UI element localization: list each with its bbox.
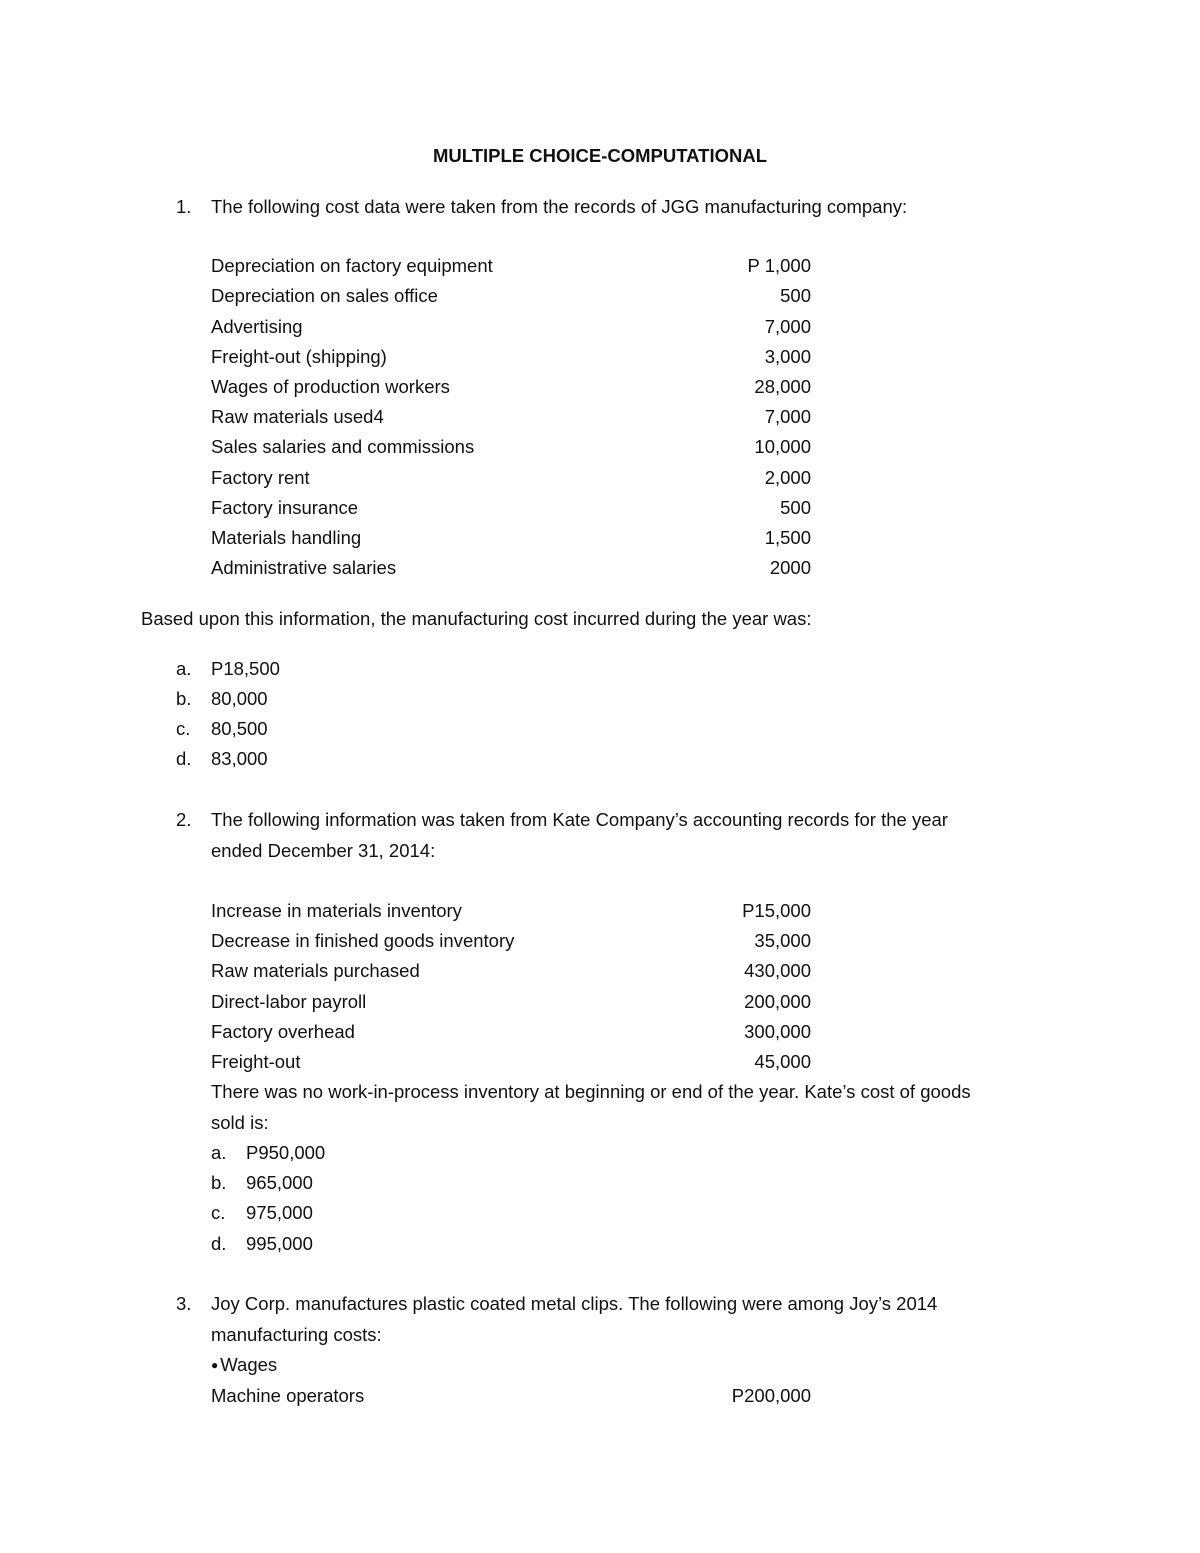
cost-item-row bbox=[211, 990, 811, 1014]
question-1-text: The following cost data were taken from the records of JGG manufacturing company: bbox=[211, 196, 908, 217]
answer-option[interactable] bbox=[211, 1141, 325, 1165]
cost-item-label: Depreciation on sales office bbox=[211, 285, 438, 306]
answer-option[interactable] bbox=[211, 1232, 313, 1256]
question-2-prompt-line2: sold is: bbox=[211, 1112, 269, 1133]
bullet-text: Wages bbox=[220, 1354, 278, 1375]
cost-item-row bbox=[211, 435, 811, 459]
option-text: P950,000 bbox=[246, 1142, 326, 1163]
answer-option[interactable] bbox=[176, 657, 280, 681]
answer-option[interactable] bbox=[176, 687, 268, 711]
option-letter: b. bbox=[176, 688, 192, 709]
question-2-prompt-line1: There was no work-in-process inventory at beginning or end of the year. Kate’s cost of goods bbox=[211, 1081, 971, 1102]
question-3-text-line1: Joy Corp. manufactures plastic coated metal clips. The following were among Joy’s 2014 bbox=[211, 1293, 938, 1314]
cost-item-label: Factory overhead bbox=[211, 1021, 355, 1042]
answer-option[interactable] bbox=[176, 747, 268, 771]
cost-item-row bbox=[211, 526, 811, 550]
option-text: 83,000 bbox=[211, 748, 268, 769]
question-1-number: 1. bbox=[176, 196, 192, 217]
option-letter: b. bbox=[211, 1172, 227, 1193]
cost-item-amount: P200,000 bbox=[731, 1385, 811, 1406]
cost-item-amount: 500 bbox=[780, 497, 811, 518]
question-3-number: 3. bbox=[176, 1293, 192, 1314]
cost-item-label: Machine operators bbox=[211, 1385, 365, 1406]
cost-item-row bbox=[211, 405, 811, 429]
cost-item-label: Freight-out bbox=[211, 1051, 301, 1072]
option-text: 975,000 bbox=[246, 1202, 313, 1223]
cost-item-amount: 7,000 bbox=[764, 406, 811, 427]
cost-item-row bbox=[211, 1020, 811, 1044]
cost-item-amount: 10,000 bbox=[754, 436, 811, 457]
cost-item-label: Decrease in finished goods inventory bbox=[211, 930, 515, 951]
option-text: 80,000 bbox=[211, 688, 268, 709]
cost-item-amount: 45,000 bbox=[754, 1051, 811, 1072]
cost-item-row bbox=[211, 929, 811, 953]
answer-option[interactable] bbox=[211, 1171, 313, 1195]
option-letter: c. bbox=[211, 1202, 226, 1223]
cost-item-label: Factory rent bbox=[211, 467, 310, 488]
cost-item-amount: 200,000 bbox=[744, 991, 811, 1012]
option-text: 965,000 bbox=[246, 1172, 313, 1193]
cost-item-label: Factory insurance bbox=[211, 497, 359, 518]
cost-item-amount: 300,000 bbox=[744, 1021, 811, 1042]
cost-item-amount: 2,000 bbox=[764, 467, 811, 488]
cost-item-amount: 1,500 bbox=[764, 527, 811, 548]
question-2-number: 2. bbox=[176, 809, 192, 830]
cost-item-label: Wages of production workers bbox=[211, 376, 450, 397]
question-2-text-line1: The following information was taken from Kate Company’s accounting records for the year bbox=[211, 809, 948, 830]
page-title: MULTIPLE CHOICE-COMPUTATIONAL bbox=[433, 145, 767, 166]
question-3-text-line2: manufacturing costs: bbox=[211, 1324, 382, 1345]
cost-item-amount: P 1,000 bbox=[747, 255, 811, 276]
bullet-icon: ● bbox=[211, 1358, 219, 1372]
question-1-prompt: Based upon this information, the manufacturing cost incurred during the year was: bbox=[141, 608, 812, 629]
cost-item-amount: P15,000 bbox=[742, 900, 811, 921]
cost-item-amount: 7,000 bbox=[764, 316, 811, 337]
question-2-text-line2: ended December 31, 2014: bbox=[211, 840, 436, 861]
cost-item-row bbox=[211, 375, 811, 399]
option-text: P18,500 bbox=[211, 658, 280, 679]
cost-item-row bbox=[211, 899, 811, 923]
cost-item-row bbox=[211, 466, 811, 490]
answer-option[interactable] bbox=[211, 1201, 313, 1225]
cost-item-amount: 430,000 bbox=[744, 960, 811, 981]
cost-item-row bbox=[211, 315, 811, 339]
option-letter: a. bbox=[176, 658, 192, 679]
cost-item-row bbox=[211, 284, 811, 308]
cost-item-label: Raw materials used4 bbox=[211, 406, 384, 427]
option-letter: c. bbox=[176, 718, 191, 739]
option-letter: a. bbox=[211, 1142, 227, 1163]
cost-item-row bbox=[211, 556, 811, 580]
cost-item-row bbox=[211, 1384, 811, 1408]
answer-option[interactable] bbox=[176, 717, 268, 741]
bullet-item bbox=[211, 1353, 277, 1377]
cost-item-label: Sales salaries and commissions bbox=[211, 436, 475, 457]
cost-item-label: Advertising bbox=[211, 316, 303, 337]
cost-item-amount: 28,000 bbox=[754, 376, 811, 397]
option-text: 995,000 bbox=[246, 1233, 313, 1254]
cost-item-label: Freight-out (shipping) bbox=[211, 346, 387, 367]
cost-item-row bbox=[211, 959, 811, 983]
cost-item-amount: 35,000 bbox=[754, 930, 811, 951]
option-letter: d. bbox=[211, 1233, 227, 1254]
cost-item-label: Raw materials purchased bbox=[211, 960, 420, 981]
cost-item-label: Direct-labor payroll bbox=[211, 991, 367, 1012]
option-text: 80,500 bbox=[211, 718, 268, 739]
option-letter: d. bbox=[176, 748, 192, 769]
cost-item-row bbox=[211, 254, 811, 278]
cost-item-amount: 500 bbox=[780, 285, 811, 306]
cost-item-label: Administrative salaries bbox=[211, 557, 397, 578]
cost-item-label: Increase in materials inventory bbox=[211, 900, 462, 921]
cost-item-amount: 3,000 bbox=[764, 346, 811, 367]
cost-item-label: Materials handling bbox=[211, 527, 362, 548]
cost-item-row bbox=[211, 345, 811, 369]
cost-item-row bbox=[211, 1050, 811, 1074]
cost-item-amount: 2000 bbox=[769, 557, 811, 578]
cost-item-label: Depreciation on factory equipment bbox=[211, 255, 493, 276]
cost-item-row bbox=[211, 496, 811, 520]
